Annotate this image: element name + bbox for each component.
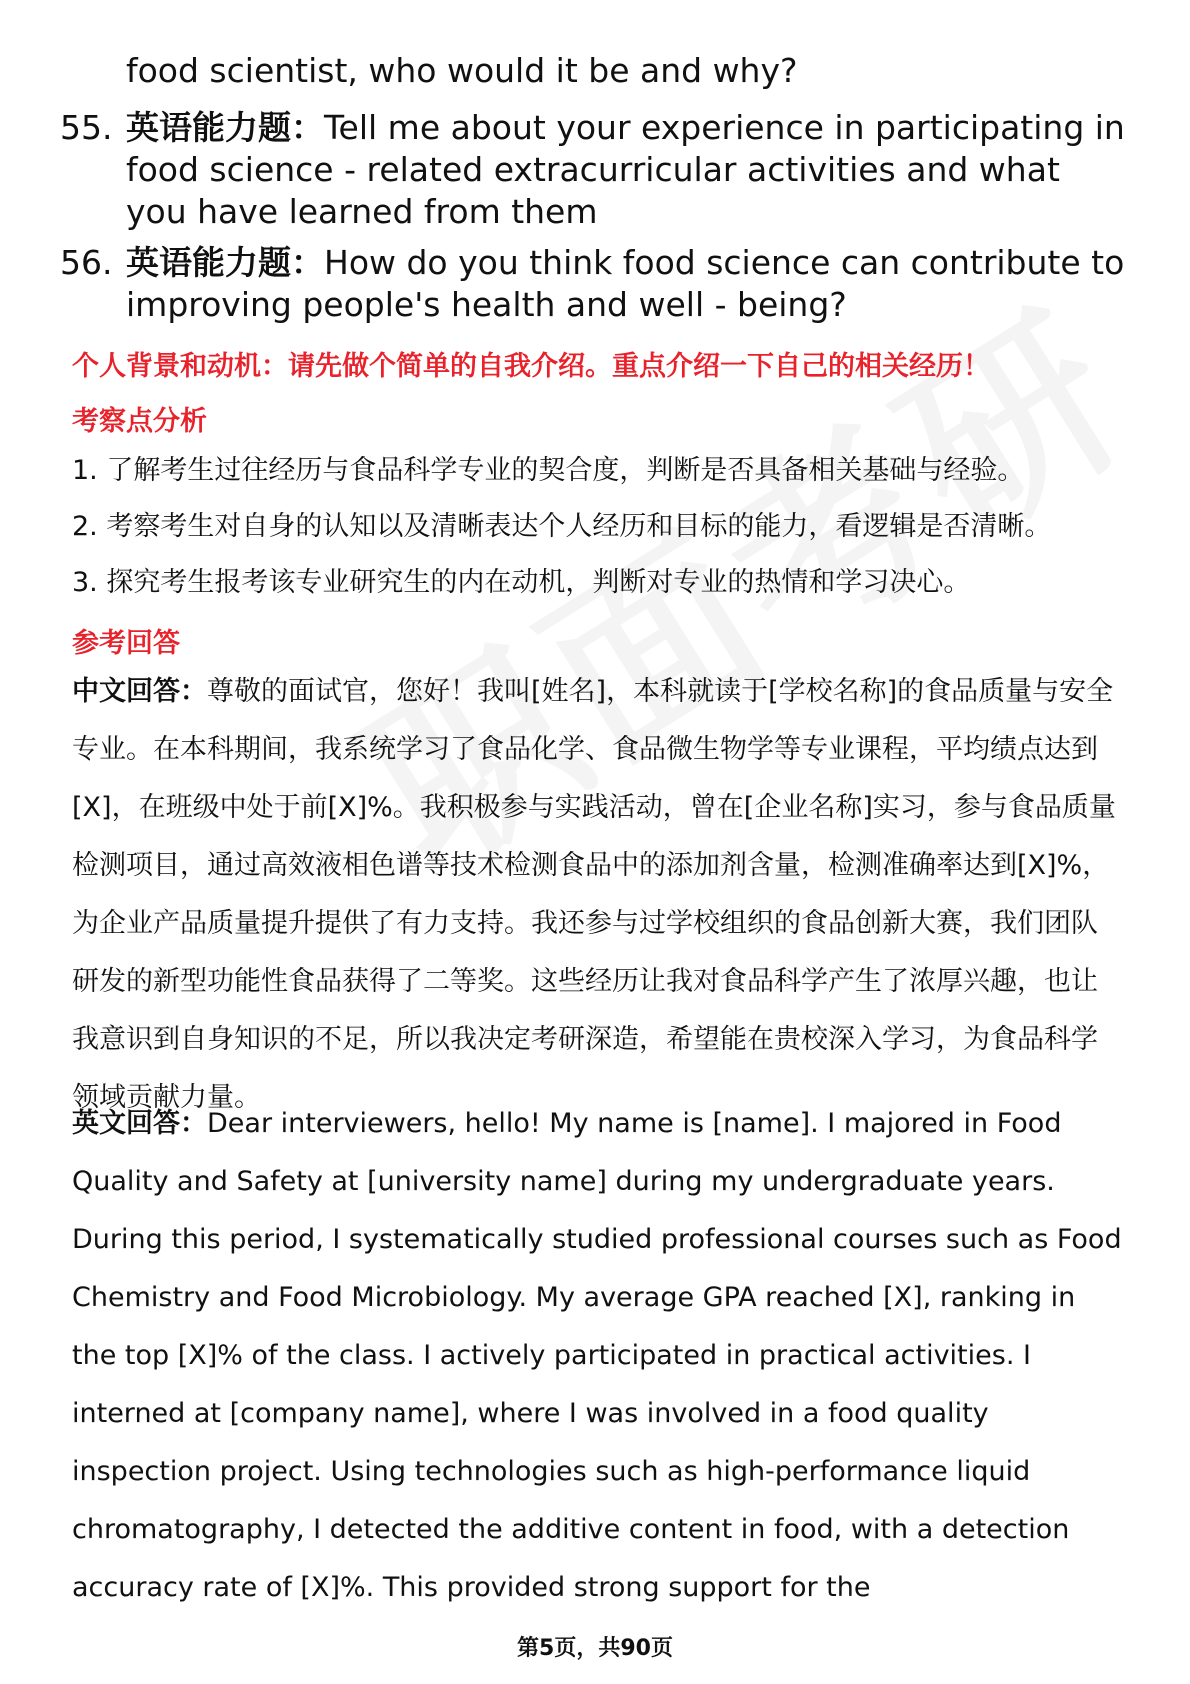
question-text: food scientist, who would it be and why? xyxy=(126,51,798,90)
english-answer xyxy=(72,1095,1122,1617)
chinese-answer-label: 中文回答： xyxy=(72,676,207,707)
analysis-heading: 考察点分析 xyxy=(72,406,207,437)
question-text: Tell me about your experience in participating in food science - related extracurricular activities and what you have learned from them xyxy=(126,108,1125,231)
analysis-item: 2. 考察考生对自身的认知以及清晰表达个人经历和目标的能力，看逻辑是否清晰。 xyxy=(72,511,1052,542)
page-footer: 第5页，共90页 xyxy=(517,1636,673,1661)
question-continuation xyxy=(60,50,1130,92)
question-text: How do you think food science can contribute to improving people's health and well - being? xyxy=(126,243,1125,324)
english-answer-label: 英文回答： xyxy=(72,1108,207,1139)
section-title: 个人背景和动机：请先做个简单的自我介绍。重点介绍一下自己的相关经历！ xyxy=(72,351,990,382)
reference-heading: 参考回答 xyxy=(72,628,180,659)
question-number: 56. xyxy=(60,243,113,282)
analysis-item: 1. 了解考生过往经历与食品科学专业的契合度，判断是否具备相关基础与经验。 xyxy=(72,455,1025,486)
question-number: 55. xyxy=(60,108,113,147)
chinese-answer xyxy=(72,663,1122,1127)
question-prefix: 英语能力题： xyxy=(126,243,324,282)
question-56 xyxy=(60,242,1130,326)
chinese-answer-text: 尊敬的面试官，您好！我叫[姓名]，本科就读于[学校名称]的食品质量与安全专业。在本科期间，我系统学习了食品化学、食品微生物学等专业课程，平均绩点达到[X]，在班级中处于前[X]%。我积极参与实践活动，曾在[企业名称]实习，参与食品质量检测项目，通过高效液相色谱等技术检测食品中的添加剂含量，检测准确率达到[X]%，为企业产品质量提升提供了有力支持。我还参与过学校组织的食品创新大赛，我们团队研发的新型功能性食品获得了二等奖。这些经历让我对食品科学产生了浓厚兴趣，也让我意识到自身知识的不足，所以我决定考研深造，希望能在贵校深入学习，为食品科学领域贡献力量。 xyxy=(72,676,1116,1113)
question-55 xyxy=(60,107,1130,233)
analysis-item: 3. 探究考生报考该专业研究生的内在动机，判断对专业的热情和学习决心。 xyxy=(72,567,971,598)
analysis-list xyxy=(72,443,1122,611)
question-prefix: 英语能力题： xyxy=(126,108,324,147)
english-answer-text: Dear interviewers, hello! My name is [name]. I majored in Food Quality and Safety at [university name] during my undergraduate years. During this period, I systematically studied professional courses such as Food Chemistry and Food Microbiology. My average GPA reached [X], ranking in the top [X]% of the class. I actively participated in practical activities. I interned at [company name], where I was involved in a food quality inspection project. Using technologies such as high-performance liquid chromatography, I detected the additive content in food, with a detection accuracy rate of [X]%. This provided strong support for the xyxy=(72,1108,1122,1603)
